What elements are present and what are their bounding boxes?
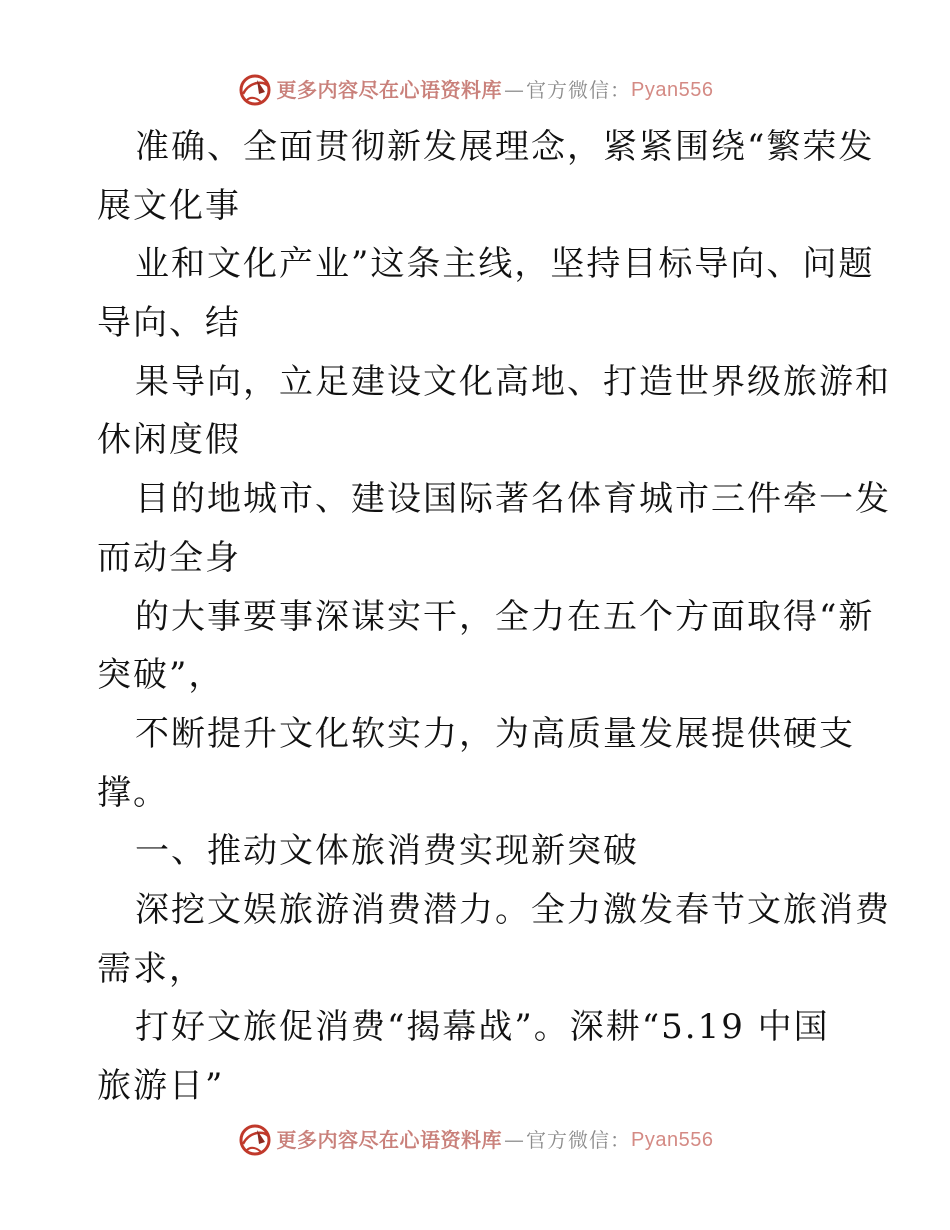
text-line: 业和文化产业”这条主线，坚持目标导向、问题 — [135, 244, 875, 285]
watermark-dash: — — [504, 78, 525, 102]
text-line: 准确、全面贯彻新发展理念，紧紧围绕“繁荣发 — [135, 127, 875, 167]
text-line: 旅游日” — [97, 1066, 225, 1106]
watermark-official-label: 官方微信： — [526, 78, 632, 102]
pen-swirl-logo-icon — [237, 72, 273, 108]
text-line: 而动全身 — [97, 537, 241, 578]
watermark-main-text: 更多内容尽在心语资料库 — [276, 1128, 503, 1152]
pen-swirl-logo-icon — [237, 1122, 273, 1158]
text-line: 突破”， — [97, 655, 225, 696]
text-line: 休闲度假 — [97, 420, 241, 461]
header-watermark — [0, 70, 950, 110]
text-line: 打好文旅促消费“揭幕战”。深耕“5.19 中国 — [135, 1007, 830, 1048]
text-line: 需求， — [97, 948, 205, 989]
watermark-account-id: Pyan556 — [631, 79, 714, 101]
watermark-account-id: Pyan556 — [631, 1129, 714, 1151]
watermark-dash: — — [504, 1128, 525, 1152]
text-line: 的大事要事深谋实干，全力在五个方面取得“新 — [135, 596, 875, 637]
text-line: 一、推动文体旅消费实现新突破 — [135, 831, 639, 872]
watermark-main-text: 更多内容尽在心语资料库 — [276, 78, 503, 102]
text-line: 导向、结 — [97, 303, 241, 344]
text-line: 果导向，立足建设文化高地、打造世界级旅游和 — [135, 361, 891, 402]
text-line: 展文化事 — [97, 185, 241, 226]
text-line: 深挖文娱旅游消费潜力。全力激发春节文旅消费 — [135, 889, 891, 930]
footer-watermark — [0, 1120, 950, 1160]
text-line: 目的地城市、建设国际著名体育城市三件牵一发 — [135, 479, 891, 520]
watermark-official-label: 官方微信： — [526, 1128, 632, 1152]
document-body — [97, 118, 891, 1116]
text-line: 撑。 — [97, 772, 169, 813]
text-line: 不断提升文化软实力，为高质量发展提供硬支 — [135, 713, 855, 754]
